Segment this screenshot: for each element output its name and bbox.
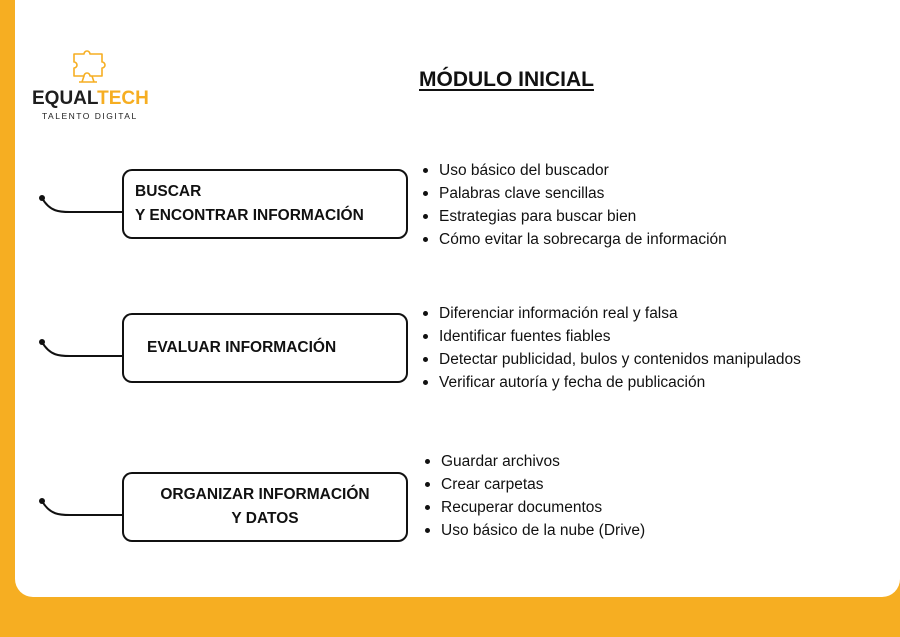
connector-dot-2 (39, 339, 45, 345)
list-item: Cómo evitar la sobrecarga de información (421, 228, 727, 251)
brand-name: EQUALTECH (32, 88, 149, 109)
connector-dot-3 (39, 498, 45, 504)
list-item: Palabras clave sencillas (421, 182, 727, 205)
module-label: EVALUAR INFORMACIÓN (147, 339, 337, 356)
connector-dot-1 (39, 195, 45, 201)
module-items-organizar (423, 450, 645, 542)
list-item: Crear carpetas (423, 473, 645, 496)
list-item: Verificar autoría y fecha de publicación (421, 371, 801, 394)
page-title: MÓDULO INICIAL (419, 68, 594, 91)
module-label: BUSCAR Y ENCONTRAR INFORMACIÓN (135, 183, 364, 224)
module-box-evaluar (122, 313, 408, 383)
list-item: Uso básico de la nube (Drive) (423, 519, 645, 542)
module-box-buscar (122, 169, 408, 239)
module-box-organizar (122, 472, 408, 542)
connector-1 (42, 198, 123, 212)
module-items-buscar (421, 159, 727, 251)
list-item: Detectar publicidad, bulos y contenidos manipulados (421, 348, 801, 371)
list-item: Diferenciar información real y falsa (421, 302, 801, 325)
list-item: Estrategias para buscar bien (421, 205, 727, 228)
list-item: Identificar fuentes fiables (421, 325, 801, 348)
connector-3 (42, 501, 123, 515)
list-item: Recuperar documentos (423, 496, 645, 519)
list-item: Guardar archivos (423, 450, 645, 473)
module-label: ORGANIZAR INFORMACIÓN Y DATOS (160, 486, 370, 527)
brand-tagline: TALENTO DIGITAL (42, 111, 138, 121)
list-item: Uso básico del buscador (421, 159, 727, 182)
module-items-evaluar (421, 302, 801, 394)
connector-2 (42, 342, 123, 356)
